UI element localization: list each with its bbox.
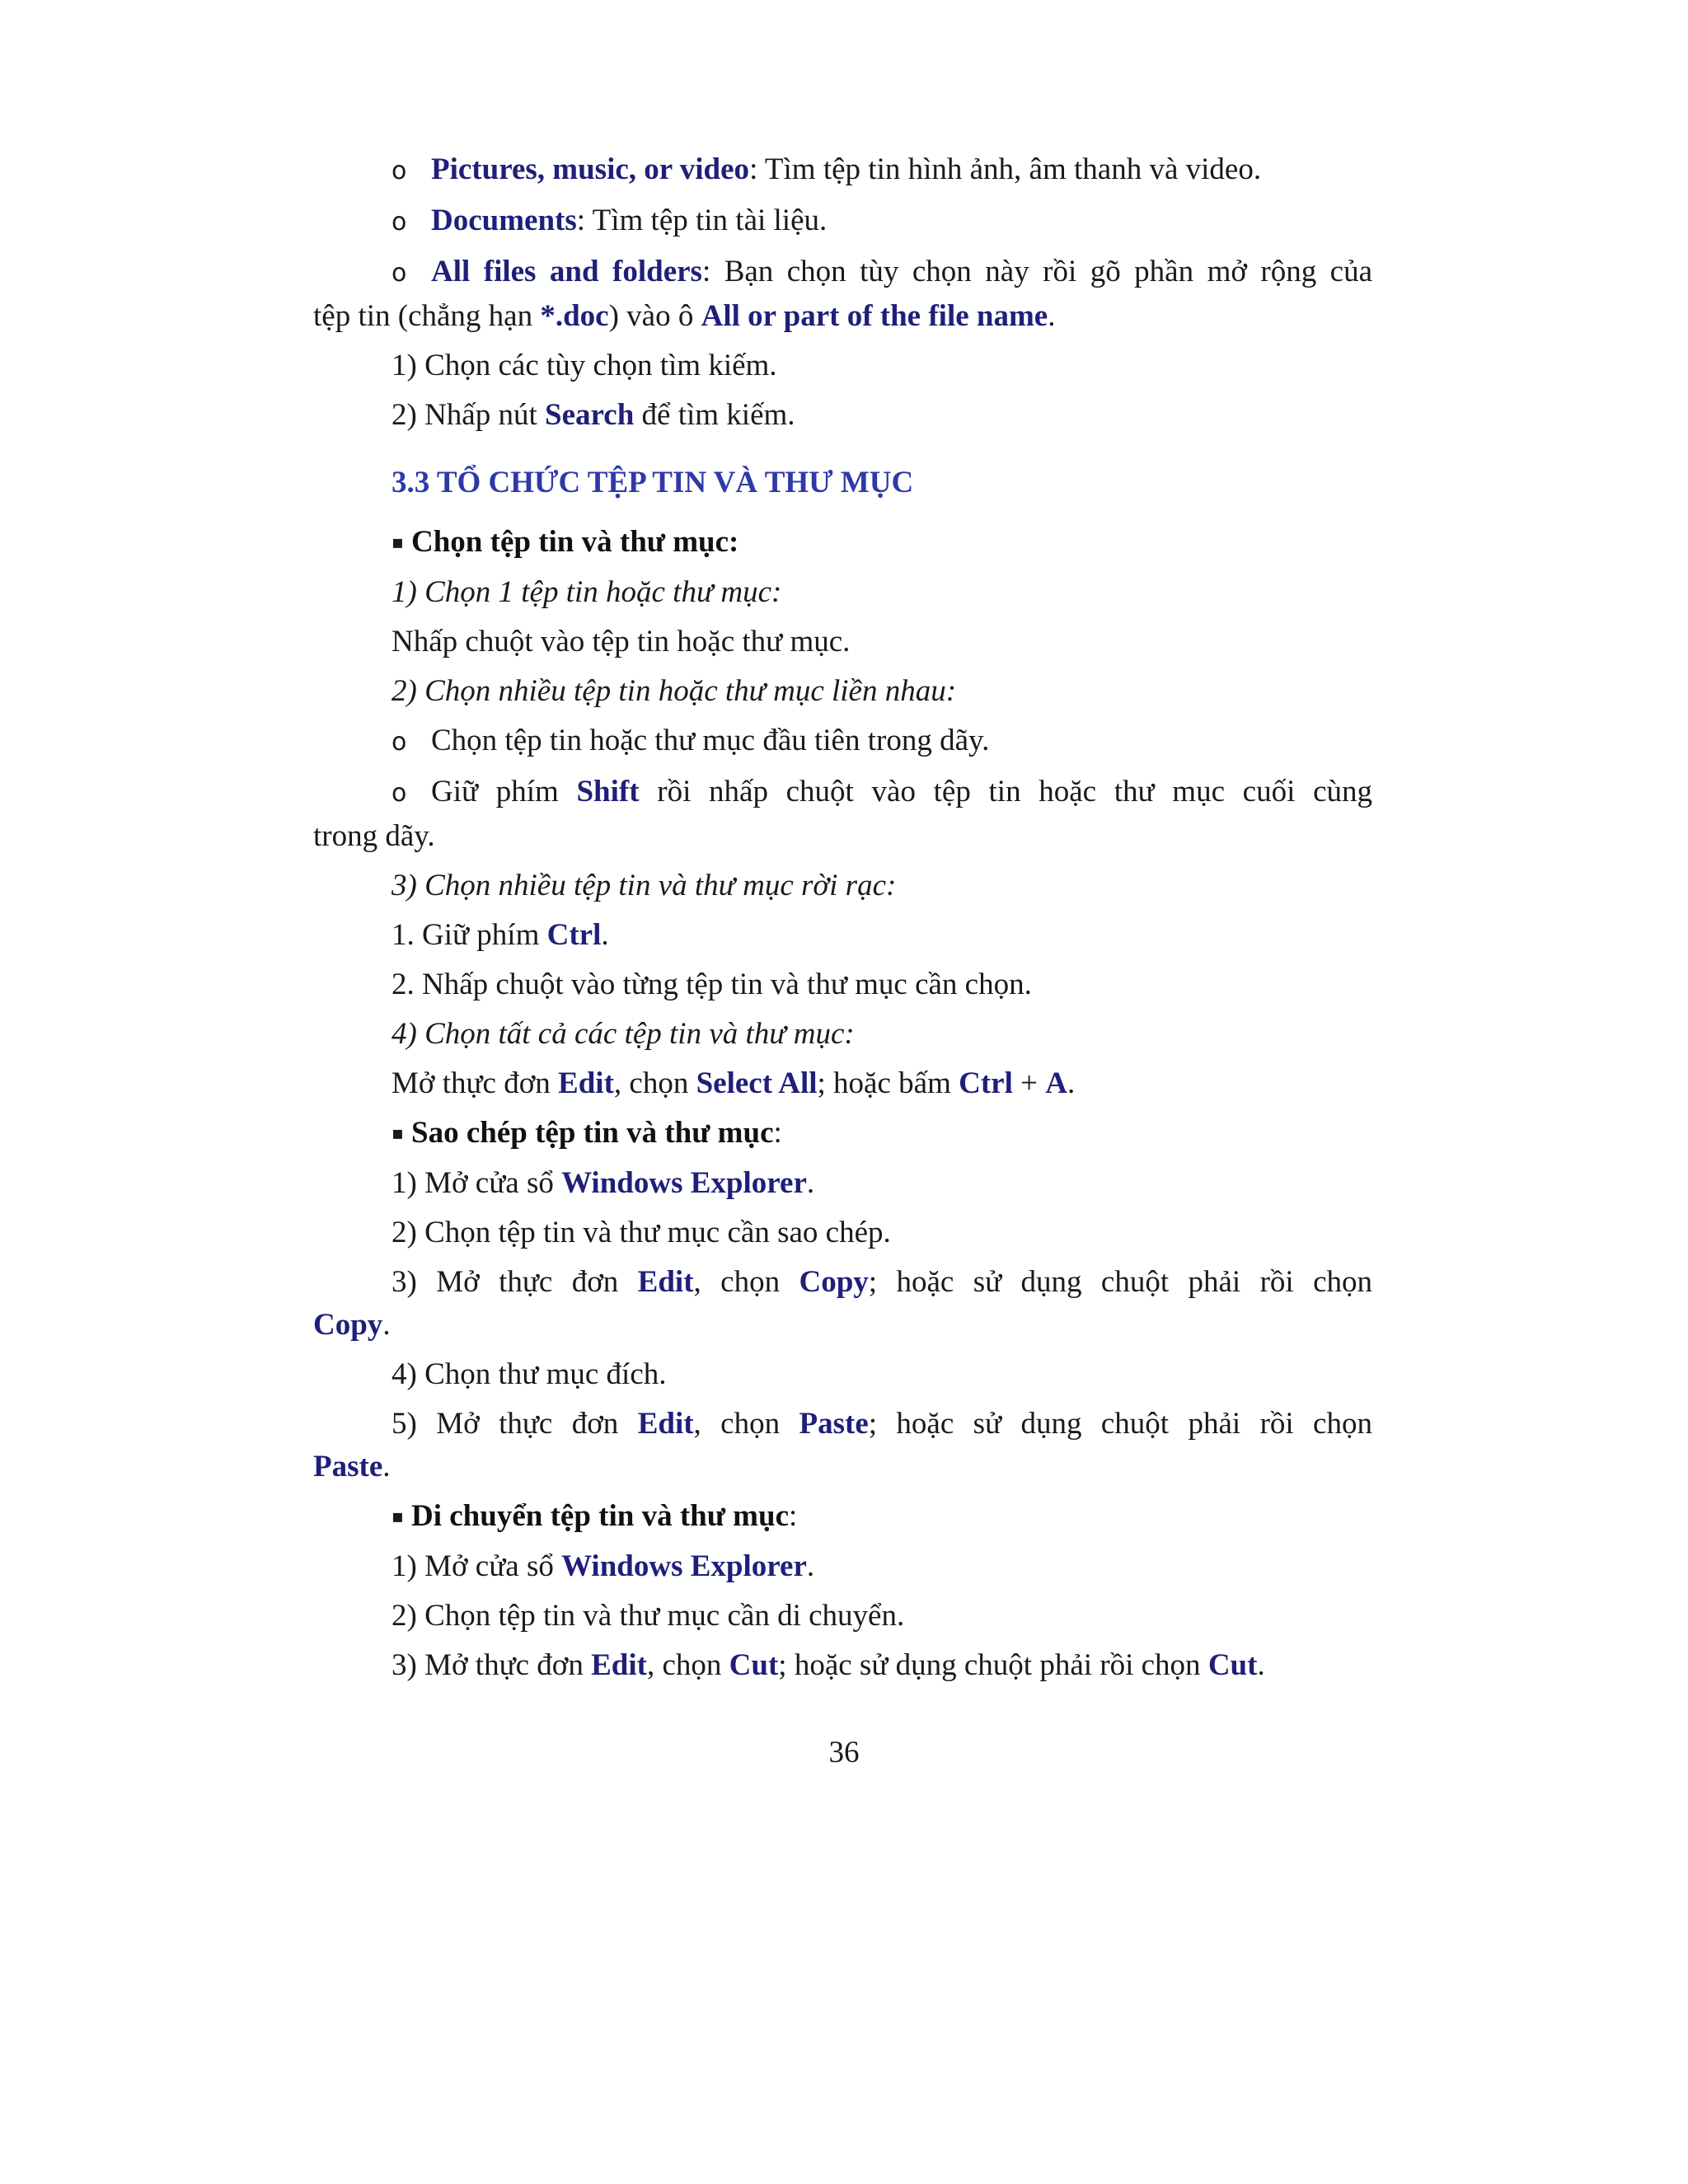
step-number: 1)	[392, 349, 417, 382]
circle-bullet-icon: o	[392, 157, 407, 185]
text-run: , chọn	[646, 1648, 729, 1682]
circle-bullet-icon: o	[392, 259, 407, 288]
text-run: , chọn	[693, 1265, 799, 1299]
copy-step-1	[313, 1162, 1372, 1205]
menu-edit: Edit	[637, 1265, 694, 1299]
text-run: , chọn	[693, 1407, 799, 1441]
text-run: .	[1257, 1648, 1265, 1682]
step-number: 2.	[392, 968, 415, 1001]
step-number: 3)	[392, 1648, 417, 1682]
option-documents	[313, 199, 1372, 244]
step-number: 2)	[392, 1216, 417, 1249]
key-ctrl: Ctrl	[546, 918, 602, 952]
text-run: :	[789, 1499, 798, 1533]
search-term: Search	[545, 398, 635, 432]
step-number: 2)	[392, 1599, 417, 1633]
select-sub3-item1	[313, 914, 1372, 957]
text-run: :	[773, 1116, 782, 1150]
option-desc: : Bạn chọn tùy chọn này rồi gõ phần mở rộng của	[701, 255, 1372, 288]
option-all-files-line2	[313, 295, 1372, 338]
text-run: , chọn	[613, 1066, 696, 1100]
menu-cut: Cut	[1207, 1648, 1258, 1682]
key-shift: Shift	[576, 775, 640, 808]
search-step-1	[313, 344, 1372, 387]
option-pictures	[313, 148, 1372, 193]
step-number: 1)	[392, 1166, 417, 1200]
step-text: Nhấp chuột vào từng tệp tin và thư mục cần chọn.	[422, 968, 1032, 1001]
text-run: .	[806, 1166, 815, 1200]
step-number: 3)	[392, 1265, 417, 1299]
select-sub3-item2	[313, 963, 1372, 1006]
select-sub1: 1) Chọn 1 tệp tin hoặc thư mục:	[392, 575, 782, 609]
menu-select-all: Select All	[696, 1066, 818, 1100]
step-number: 1.	[392, 918, 415, 952]
text-run: Mở thực đơn	[392, 1066, 559, 1100]
copy-step-3	[313, 1261, 1372, 1304]
step-number: 2)	[392, 398, 417, 432]
select-sub2: 2) Chọn nhiều tệp tin hoặc thư mục liền nhau:	[392, 674, 957, 708]
select-sub2-item2	[313, 771, 1372, 815]
text-run: ; hoặc bấm	[817, 1066, 959, 1100]
text-run: rồi nhấp chuột vào tệp tin hoặc thư mục cuối cùng	[639, 775, 1372, 808]
step-number: 5)	[392, 1407, 417, 1441]
option-desc: : Tìm tệp tin tài liệu.	[576, 204, 828, 237]
text-run: để tìm kiếm.	[634, 398, 795, 432]
section-heading: 3.3 TỔ CHỨC TỆP TIN VÀ THƯ MỤC	[392, 466, 914, 499]
text-run: Giữ phím	[422, 918, 547, 952]
menu-cut: Cut	[729, 1648, 779, 1682]
text-run: Mở thực đơn	[436, 1265, 638, 1299]
menu-paste: Paste	[799, 1407, 869, 1441]
text-run: .	[1048, 299, 1056, 333]
copy-step-2	[313, 1212, 1372, 1254]
menu-paste: Paste	[313, 1450, 383, 1483]
copy-step-4	[313, 1353, 1372, 1396]
select-sub4: 4) Chọn tất cả các tệp tin và thư mục:	[392, 1017, 855, 1051]
text-run: .	[1067, 1066, 1076, 1100]
step-text: Chọn tệp tin và thư mục cần di chuyển.	[424, 1599, 905, 1633]
menu-copy: Copy	[313, 1308, 383, 1342]
step-number: 4)	[392, 1357, 417, 1391]
option-term: Documents	[431, 204, 577, 237]
field-name: All or part of the file name	[701, 299, 1048, 333]
copy-step-5	[313, 1403, 1372, 1446]
move-step-3	[313, 1644, 1372, 1687]
option-term: Pictures, music, or video	[431, 152, 750, 186]
copy-title	[313, 1112, 1372, 1155]
text-run: Mở thực đơn	[436, 1407, 638, 1441]
square-bullet-icon: ▪	[392, 1507, 404, 1527]
text-run: +	[1012, 1066, 1046, 1100]
text-run: Mở cửa sổ	[424, 1166, 562, 1200]
circle-bullet-icon: o	[392, 208, 407, 237]
subsection-title: Chọn tệp tin và thư mục:	[411, 525, 739, 559]
text-run: .	[806, 1549, 815, 1583]
step-text: Chọn thư mục đích.	[424, 1357, 667, 1391]
menu-edit: Edit	[591, 1648, 647, 1682]
move-step-2	[313, 1595, 1372, 1638]
option-term: All files and folders	[431, 255, 702, 288]
text-run: tệp tin (chẳng hạn	[313, 299, 541, 333]
subsection-title: Di chuyển tệp tin và thư mục	[411, 1499, 790, 1533]
copy-step-5-cont	[313, 1446, 1372, 1488]
windows-explorer: Windows Explorer	[561, 1166, 807, 1200]
menu-copy: Copy	[799, 1265, 869, 1299]
key-ctrl: Ctrl	[959, 1066, 1013, 1100]
step-number: 1)	[392, 1549, 417, 1583]
select-sub2-item1	[313, 719, 1372, 764]
select-title	[313, 521, 1372, 565]
text-run: Nhấp nút	[424, 398, 546, 432]
text-run: .	[382, 1450, 391, 1483]
document-page	[313, 148, 1372, 1694]
menu-edit: Edit	[558, 1066, 614, 1100]
select-sub1-text: Nhấp chuột vào tệp tin hoặc thư mục.	[392, 625, 851, 658]
move-title	[313, 1495, 1372, 1539]
text-run: ) vào ô	[608, 299, 701, 333]
text-run: Mở cửa sổ	[424, 1549, 562, 1583]
square-bullet-icon: ▪	[392, 532, 404, 553]
text-run: Giữ phím	[431, 775, 577, 808]
text-run: Mở thực đơn	[424, 1648, 592, 1682]
search-step-2	[313, 394, 1372, 437]
page-number: 36	[828, 1736, 860, 1769]
text-run: ; hoặc sử dụng chuột phải rồi chọn	[868, 1407, 1372, 1441]
text-run: ; hoặc sử dụng chuột phải rồi chọn	[868, 1265, 1372, 1299]
step-text: Chọn tệp tin và thư mục cần sao chép.	[424, 1216, 891, 1249]
text-run: ; hoặc sử dụng chuột phải rồi chọn	[778, 1648, 1208, 1682]
text-run: .	[382, 1308, 391, 1342]
select-sub3: 3) Chọn nhiều tệp tin và thư mục rời rạc:	[392, 869, 897, 902]
option-desc: : Tìm tệp tin hình ảnh, âm thanh và video.	[749, 152, 1262, 186]
item-text: Chọn tệp tin hoặc thư mục đầu tiên trong dãy.	[431, 724, 990, 757]
circle-bullet-icon: o	[392, 779, 407, 808]
subsection-title: Sao chép tệp tin và thư mục	[411, 1116, 774, 1150]
circle-bullet-icon: o	[392, 728, 407, 757]
key-a: A	[1045, 1066, 1067, 1100]
move-step-1	[313, 1545, 1372, 1588]
copy-step-3-cont	[313, 1304, 1372, 1347]
text-run: .	[601, 918, 609, 952]
square-bullet-icon: ▪	[392, 1123, 404, 1144]
windows-explorer: Windows Explorer	[561, 1549, 807, 1583]
step-text: Chọn các tùy chọn tìm kiếm.	[424, 349, 777, 382]
select-sub2-item2-cont: trong dãy.	[313, 819, 435, 853]
extension-example: *.doc	[540, 299, 609, 333]
option-all-files-line1	[313, 251, 1372, 295]
menu-edit: Edit	[637, 1407, 694, 1441]
select-sub4-text	[313, 1062, 1372, 1105]
